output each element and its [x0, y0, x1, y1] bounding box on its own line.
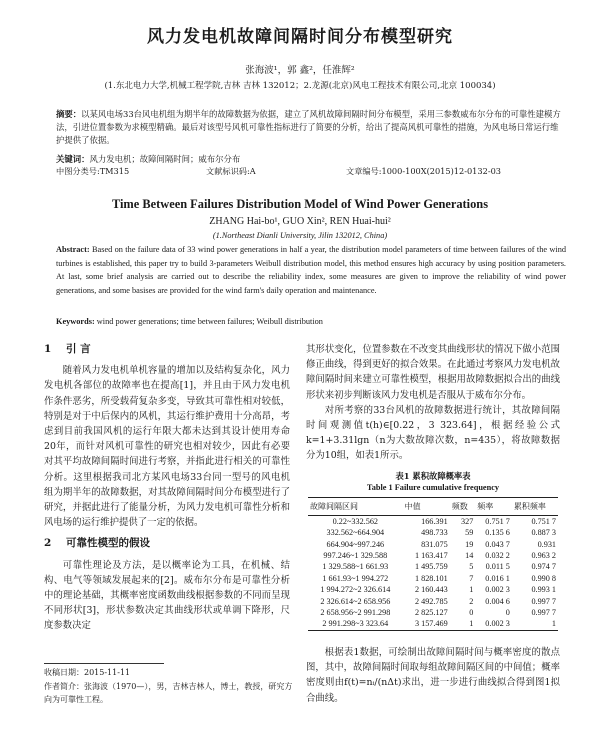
table-1-caption-en: Table 1 Failure cumulative frequency: [366, 482, 500, 492]
col-cumulative-header: 累积频率: [512, 497, 558, 515]
table-row: [308, 527, 558, 538]
table-row: [308, 539, 558, 550]
table-cell: 1: [469, 585, 474, 595]
table-cell: 0.751 7: [485, 516, 510, 526]
table-cell: 664.904~997.246: [326, 539, 385, 549]
keywords-cn-label: 关键词：: [56, 154, 90, 164]
keywords-en: [56, 317, 566, 326]
table-cell: 0.997 7: [531, 608, 556, 618]
table-cell: 0.22~332.562: [332, 516, 379, 526]
table-cell: 0.963 2: [531, 551, 556, 561]
article-number: 文章编号:1000-100X(2015)12-0132-03: [346, 166, 501, 176]
col-frequency-header: 频率: [475, 497, 512, 515]
right-paragraph-1: 其形状变化，位置参数在不改变其曲线形状的情况下做小范围修正曲线，得到更好的拟合效果。在此通过考察风力发电机故障间隔时间来建立可靠性模型，根据用故障数据拟合出的曲线形状来初步判断该风力发电机是否服从于威布尔分布。: [306, 344, 560, 401]
table-cell: 1 329.588~1 661.93: [322, 562, 389, 572]
table-cell: 2 825.127: [414, 608, 448, 618]
table-cell: 0.043 7: [485, 539, 510, 549]
clc-number: 中图分类号:TM315: [56, 166, 130, 176]
section-1-title: 引 言: [66, 343, 91, 355]
document-code: 文献标识码:A: [206, 166, 256, 176]
table-cell: 0.974 7: [531, 562, 556, 572]
affiliation-cn: (1.东北电力大学,机械工程学院,吉林 吉林 132012；2.龙源(北京)风电工程技术有限公司,北京 100034): [104, 81, 496, 91]
table-cell: 1: [450, 618, 476, 630]
table-row: [308, 515, 558, 527]
section-1-paragraph: 随着风力发电机单机容量的增加以及结构复杂化，风力发电机各部位的故障率也在提高[1]，并且由于风力发电机 作条件恶劣，所受载荷复杂多变，导致其可靠性相对较低，特别是对于中后保内的风机，其运行维护费用十分高昂，考虑到目前我国风机的运行年限大都未达到其设计使用寿命20年，而针对风机可靠性的研究也相对较少，因此有必要对其平均故障间隔时间进行考察，并指此进行相关的可靠性分析。这里根据我司北方某风电场33台同一型号的风电机组为期半年的故障数据，对其故障间隔时间分布模型进行了研究，并据此进行了能量分析，为风力发电机可靠性分析和风电场的运行维护提供了一定的依据。: [44, 365, 290, 529]
footnote-received: 收稿日期：2015-11-11: [44, 668, 131, 677]
table-cell: 1: [512, 618, 558, 630]
left-column: [44, 342, 290, 634]
table-cell: 332.562~664.904: [326, 528, 385, 538]
table-cell: 0.016 1: [485, 573, 510, 583]
table-cell: 2: [469, 596, 474, 606]
abstract-cn: [56, 108, 566, 147]
table-cell: 5: [469, 562, 474, 572]
col-interval-header: 故障间隔区间: [308, 497, 403, 515]
table-cell: 1 994.272~2 326.614: [320, 585, 391, 595]
section-1-number: 1: [44, 343, 52, 355]
col-count-header: 频数: [450, 497, 476, 515]
table-cell: 2 991.298~3 323.64: [308, 618, 403, 630]
table-cell: 0: [505, 608, 510, 618]
table-cell: 2 492.785: [414, 596, 448, 606]
table-cell: 327: [461, 516, 474, 526]
affiliation-en: (1.Northeast Dianli University, Jilin 132012, China): [212, 231, 388, 240]
section-2-title: 可靠性模型的假设: [66, 537, 150, 550]
table-cell: 2 160.443: [414, 585, 448, 595]
table-cell: 997.246~1 329.588: [323, 551, 388, 561]
col-median-header: 中值: [403, 497, 450, 515]
table-cell: 19: [465, 539, 474, 549]
table-row: [308, 561, 558, 572]
section-2-heading: [44, 536, 290, 551]
keywords-cn: [56, 153, 566, 166]
footnote-divider: [44, 663, 164, 664]
failure-frequency-table: [308, 497, 558, 631]
table-cell: 0.002 3: [475, 618, 512, 630]
abstract-cn-label: 摘要：: [56, 109, 82, 119]
table-cell: 0.997 7: [531, 596, 556, 606]
table-cell: 0.751 7: [531, 516, 556, 526]
abstract-en-label: Abstract:: [56, 245, 90, 254]
right-paragraph-3: 根据表1数据，可绘制出故障间隔时间与概率密度的散点图，其中，故障间隔时间取每组故障间隔区间的中间值；概率密度则由f(t)=nᵢ/(nΔt)求出，进一步进行曲线拟合得到图1拟合曲线。: [306, 646, 560, 704]
table-cell: 498.733: [421, 528, 448, 538]
keywords-en-label: Keywords:: [56, 317, 95, 326]
table-cell: 0.004 6: [485, 596, 510, 606]
table-cell: 14: [465, 551, 474, 561]
table-cell: 0.887 3: [531, 528, 556, 538]
table-row: [308, 596, 558, 607]
section-1-heading: [44, 342, 290, 357]
table-cell: 0.002 3: [485, 585, 510, 595]
table-cell: 3 157.469: [403, 618, 450, 630]
table-cell: 166.391: [421, 516, 448, 526]
table-cell: 0.931: [537, 539, 556, 549]
authors-en: ZHANG Hai-bo¹, GUO Xin², REN Huai-hui²: [209, 216, 391, 227]
table-cell: 1 661.93~1 994.272: [322, 573, 389, 583]
abstract-en: [56, 243, 566, 297]
table-cell: 0.011 5: [485, 562, 510, 572]
keywords-en-text: wind power generations; time between failures; Weibull distribution: [96, 317, 323, 326]
table-row: [308, 607, 558, 618]
right-column: [306, 342, 560, 706]
table-row: [308, 584, 558, 595]
table-cell: 0.135 6: [485, 528, 510, 538]
table-cell: 0: [469, 608, 474, 618]
table-body: [308, 515, 558, 630]
table-cell: 0.990 8: [531, 573, 556, 583]
table-row: [308, 573, 558, 584]
table-cell: 7: [469, 573, 474, 583]
abstract-en-text: Based on the failure data of 33 wind power generations in half a year, the distribution model parameters of time between failures of the wind turbines is established, this paper try to build 3-parameters Weibull distribution model, this method ensures high accuracy by using position parameters. At last, some brief analysis are carried out to describe the reliability index, some measures are given to improve the reliability of wind power generations, and some basises are provided for the wind farm's daily operation and maintenance.: [56, 245, 567, 295]
section-2-number: 2: [44, 537, 52, 550]
table-cell: 831.075: [421, 539, 448, 549]
abstract-cn-text: 以某风电场33台风电机组为期半年的故障数据为依据，建立了风机故障间隔时间分布模型，采用三参数威布尔分布的可靠性建模方法，引进位置参数为求模型精确。最后对该型号风机可靠性指标进行了简要的分析，给出了提高风机可靠性的措施，为风电场日常运行维护提供了依据。: [56, 109, 561, 145]
section-2-paragraph: 可靠性理论及方法，是以概率论为工具，在机械、结构、电气等领域发展起来的[2]。威布尔分布是可靠性分析中的理论基础，其概率密度函数曲线根据参数的不同而呈现不同形状[3]，形状参数决定其曲线形状或单调下降形，尺度参数决定: [44, 559, 290, 632]
table-row: [308, 618, 558, 630]
table-1-caption-cn: 表1 累积故障概率表: [395, 470, 471, 481]
table-cell: 1 828.101: [414, 573, 448, 583]
table-cell: 1 163.417: [414, 551, 448, 561]
footnote-author: 作者简介：张海波（1970—），男，吉林吉林人，博士，教授，研究方向为可靠性工程。: [44, 682, 293, 704]
keywords-cn-text: 风力发电机；故障间隔时间；威布尔分布: [89, 154, 241, 164]
table-cell: 2 326.614~2 658.956: [320, 596, 391, 606]
table-cell: 2 658.956~2 991.298: [320, 608, 391, 618]
table-cell: 0.032 2: [485, 551, 510, 561]
right-paragraph-2: 对所考察的33台风机的故障数据进行统计，其故障间隔时间观测值t(h)∈[0.22，3 323.64]，根据经验公式k=1+3.31lgn（n为大数故障次数，n=435），将故障数据分为10组，如表1所示。: [306, 404, 560, 462]
table-row: [308, 550, 558, 561]
table-header-row: [308, 497, 558, 515]
table-cell: 1 495.759: [414, 562, 448, 572]
table-cell: 59: [465, 528, 474, 538]
paper-title-en: Time Between Failures Distribution Model of Wind Power Generations: [111, 197, 489, 211]
paper-title-cn: 风力发电机故障间隔时间分布模型研究: [147, 27, 453, 47]
table-cell: 0.993 1: [531, 585, 556, 595]
authors-cn: 张海波¹，郭 鑫²，任淮辉²: [245, 65, 355, 76]
